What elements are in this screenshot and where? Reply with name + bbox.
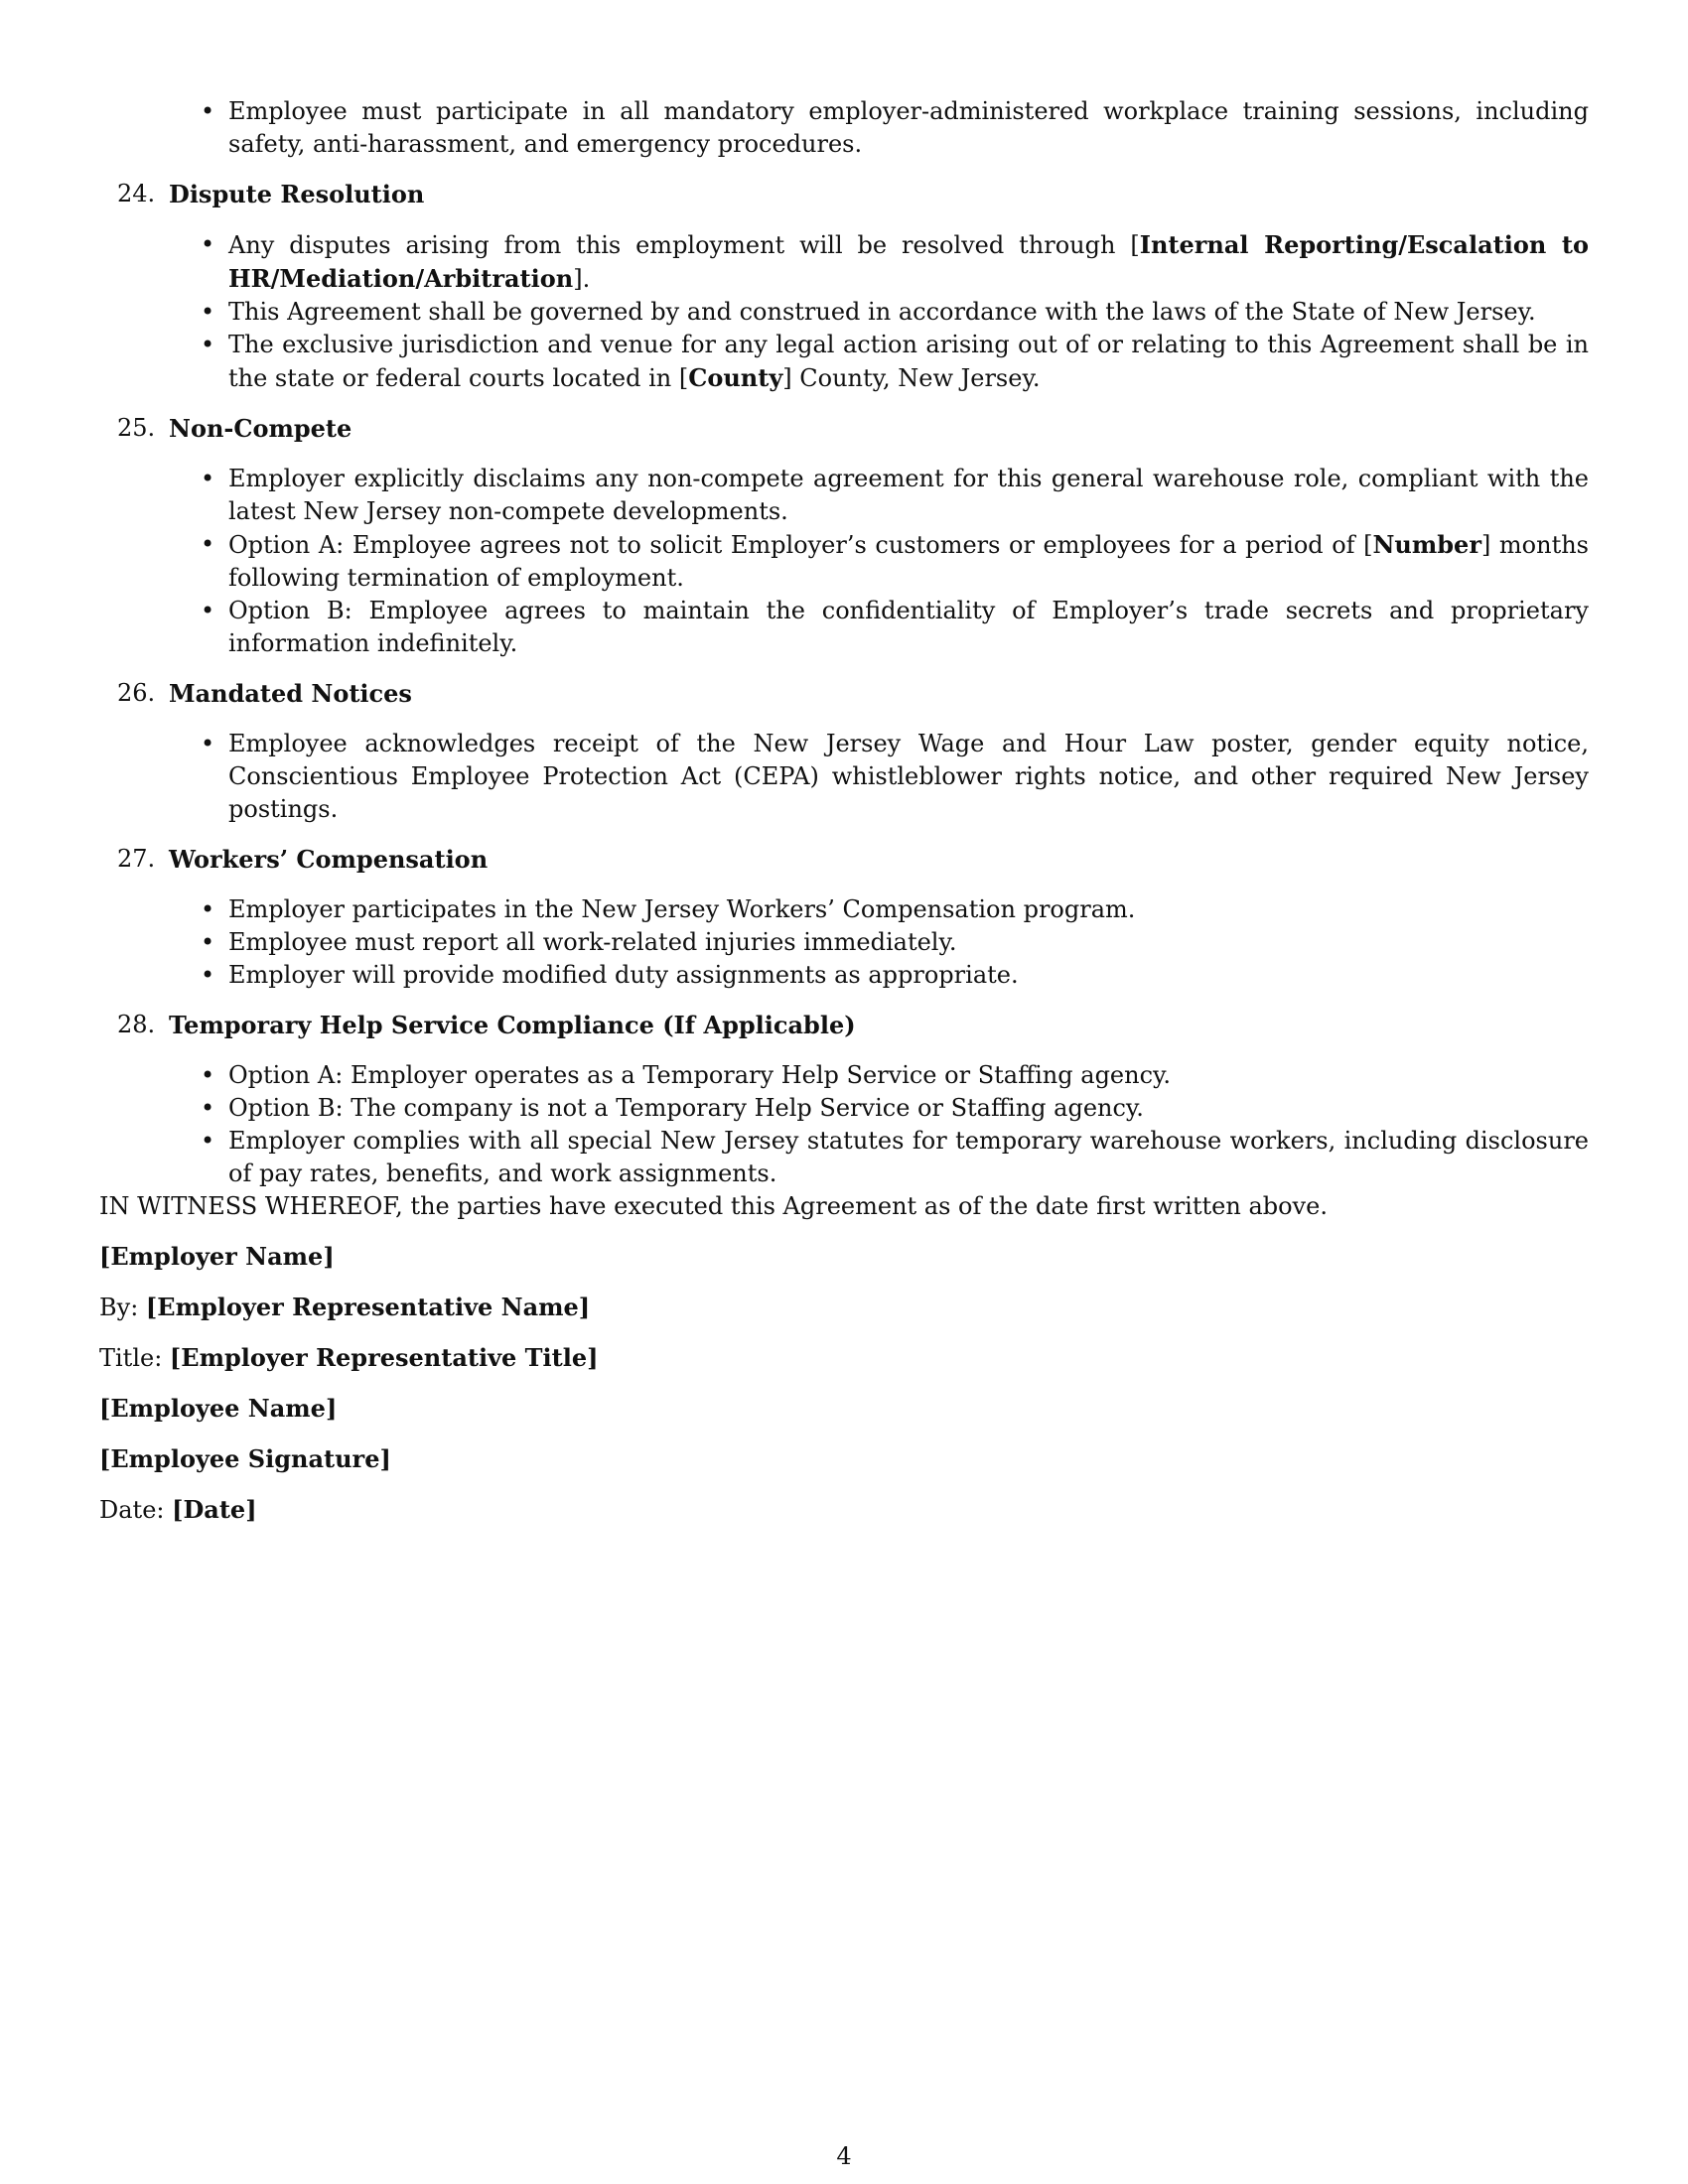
text: ]. — [573, 265, 591, 293]
page-number: 4 — [836, 2142, 852, 2170]
bracket: ] — [323, 1242, 335, 1271]
list-item: • Employee must participate in all mandatory employer-administered workplace training sessions, including safety, anti-harassment, and emergency procedures. — [99, 95, 1589, 161]
section-number: 26. — [117, 679, 156, 707]
text: Employer will provide modified duty assignments as appropriate. — [228, 961, 1019, 989]
placeholder-field: Employer Representative Title — [181, 1343, 588, 1372]
section-title: Temporary Help Service Compliance (If Applicable) — [169, 1011, 856, 1039]
placeholder-field: Employee Signature — [110, 1444, 380, 1473]
section-heading-24 — [99, 178, 1589, 211]
bracket: ] — [325, 1394, 338, 1423]
text: Option A: Employee agrees not to solicit Employer’s customers or employees for a period of [ — [228, 531, 1373, 559]
list-item — [99, 595, 1589, 660]
bracket: ] — [245, 1495, 257, 1524]
text: Employee must report all work-related injuries immediately. — [228, 928, 957, 956]
list-item — [99, 959, 1589, 992]
section-heading-26 — [99, 677, 1589, 711]
bracket: [ — [99, 1394, 111, 1423]
list-item — [99, 1125, 1589, 1190]
list-item — [99, 728, 1589, 826]
section-title: Workers’ Compensation — [169, 845, 489, 874]
text: Employer participates in the New Jersey Workers’ Compensation program. — [228, 895, 1136, 923]
bracket: [ — [99, 1444, 111, 1473]
section-number: 27. — [117, 845, 156, 873]
section-title: Mandated Notices — [169, 679, 412, 708]
employer-name-line — [99, 1240, 1589, 1274]
text: Employee acknowledges receipt of the New Jersey Wage and Hour Law poster, gender equity notice, Conscientious Employee Protection Act (CEPA) whistleblower rights notice, and other required New Jersey postings. — [228, 730, 1589, 823]
text: Option B: The company is not a Temporary Help Service or Staffing agency. — [228, 1094, 1144, 1122]
section-28-bullets — [99, 1059, 1589, 1190]
section-heading-28 — [99, 1009, 1589, 1042]
intro-bullet-list — [99, 95, 1589, 161]
list-item — [99, 463, 1589, 528]
document-page — [99, 95, 1589, 1544]
list-item — [99, 893, 1589, 926]
line-label: By: — [99, 1294, 146, 1321]
placeholder-field: Employer Name — [110, 1242, 324, 1271]
date-line — [99, 1493, 1589, 1527]
list-item — [99, 228, 1589, 296]
list-item — [99, 926, 1589, 959]
text: ] County, New Jersey. — [782, 364, 1041, 392]
bracket: ] — [587, 1343, 599, 1372]
employee-name-line — [99, 1392, 1589, 1426]
placeholder-field: Internal Reporting/Escalation to HR/Mediation/Arbitration — [228, 230, 1589, 293]
section-25-bullets — [99, 463, 1589, 660]
placeholder-field: Number — [1372, 530, 1481, 559]
list-item — [99, 1092, 1589, 1125]
employee-signature-line — [99, 1442, 1589, 1476]
list-item — [99, 1059, 1589, 1092]
representative-title-line — [99, 1341, 1589, 1375]
section-number: 24. — [117, 180, 156, 207]
placeholder-field: Employee Name — [110, 1394, 326, 1423]
bracket: [ — [145, 1293, 158, 1321]
text: Employer complies with all special New Jersey statutes for temporary warehouse workers, including disclosure of pay rates, benefits, and work assignments. — [228, 1127, 1589, 1187]
bracket: ] — [379, 1444, 391, 1473]
list-item — [99, 528, 1589, 595]
section-heading-27 — [99, 843, 1589, 877]
text: Employer explicitly disclaims any non-compete agreement for this general warehouse role, compliant with the latest New Jersey non-compete developments. — [228, 465, 1589, 525]
placeholder-field: Date — [183, 1495, 246, 1524]
text: Option A: Employer operates as a Temporary Help Service or Staffing agency. — [228, 1061, 1172, 1089]
employer-representative-line — [99, 1291, 1589, 1324]
text: Option B: Employee agrees to maintain the confidentiality of Employer’s trade secrets and proprietary information indefinitely. — [228, 597, 1589, 657]
bracket: ] — [578, 1293, 591, 1321]
line-label: Title: — [99, 1344, 170, 1372]
witness-statement: IN WITNESS WHEREOF, the parties have executed this Agreement as of the date first written above. — [99, 1192, 1328, 1220]
list-item — [99, 329, 1589, 395]
line-label: Date: — [99, 1496, 173, 1524]
section-heading-25 — [99, 412, 1589, 446]
section-title: Non-Compete — [169, 414, 352, 443]
section-27-bullets — [99, 893, 1589, 992]
section-26-bullets — [99, 728, 1589, 826]
bracket: [ — [172, 1495, 184, 1524]
placeholder-field: Employer Representative Name — [157, 1293, 579, 1321]
section-title: Dispute Resolution — [169, 180, 425, 208]
placeholder-field: County — [688, 363, 783, 392]
section-number: 28. — [117, 1011, 156, 1038]
text: ] months following termination of employment. — [228, 531, 1589, 592]
section-number: 25. — [117, 414, 156, 442]
bracket: [ — [169, 1343, 182, 1372]
text: This Agreement shall be governed by and construed in accordance with the laws of the State of New Jersey. — [228, 298, 1536, 326]
bracket: [ — [99, 1242, 111, 1271]
section-24-bullets — [99, 228, 1589, 395]
list-item — [99, 296, 1589, 329]
text: The exclusive jurisdiction and venue for any legal action arising out of or relating to this Agreement shall be in the state or federal courts located in [ — [228, 331, 1589, 392]
text: Any disputes arising from this employment will be resolved through [ — [228, 231, 1140, 259]
